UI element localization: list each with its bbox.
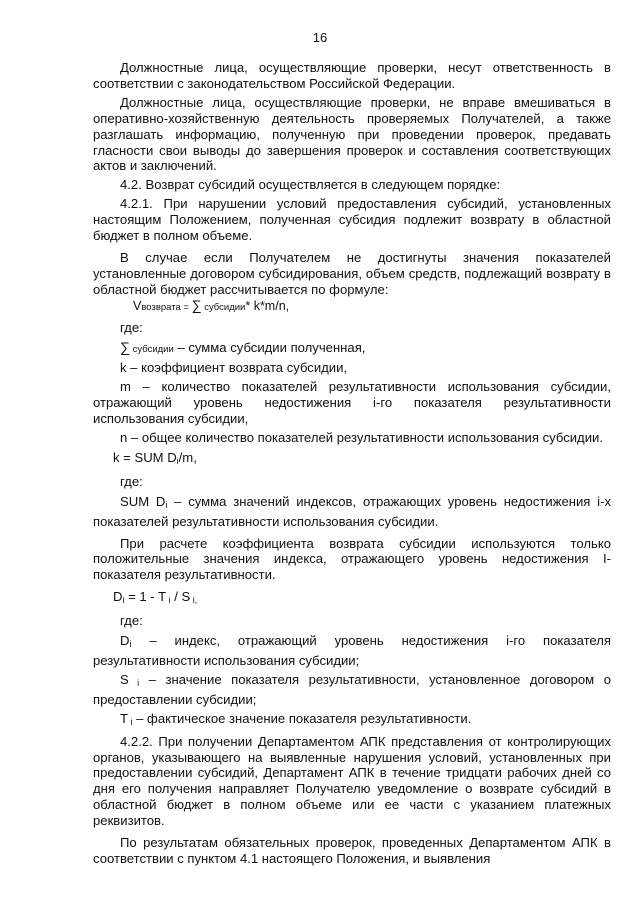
definition-m: m – количество показателей результативности использования субсидии, отражающий уровень недостижения i-го показателя результативности использования субсидии,: [93, 379, 611, 427]
formula-tail: * k*m/n,: [245, 298, 290, 313]
label-where-1: где:: [120, 319, 143, 335]
formula-v-subscript: возврата: [141, 301, 181, 313]
d-symbol: D: [120, 633, 130, 649]
paragraph-4-2-1: 4.2.1. При нарушении условий предоставления субсидий, установленных настоящим Положением, полученная субсидия подлежит возврату в областной бюджет в полном объеме.: [93, 196, 611, 244]
formula-d-middle-2: / S: [170, 589, 191, 605]
formula-t-subscript: i: [166, 595, 171, 606]
label-where-3: где:: [120, 613, 143, 629]
definition-d-text: – индекс, отражающий уровень недостижения i-го показателя результативности использования субсидии;: [93, 633, 611, 668]
definition-s-text: – значение показателя результативности, установленное договором о предоставлении субсидии;: [93, 671, 611, 707]
sigma-subscript: субсидии: [129, 343, 174, 355]
formula-d-subscript: i: [122, 595, 125, 606]
definition-sum-text: – сумма субсидии полученная,: [173, 339, 366, 355]
formula-k-subscript: i: [176, 455, 179, 466]
document-body: [93, 60, 611, 867]
formula-sum-subscript: субсидии: [201, 301, 246, 313]
formula-k-right: /m,: [178, 449, 197, 465]
formula-s-subscript: i,: [190, 595, 198, 606]
formula-d: [93, 589, 611, 609]
paragraph-formula-intro: В случае если Получателем не достигнуты значения показателей установленные договором субсидирования, объем средств, подлежащий возврату в областной бюджет рассчитывается по формуле:: [93, 249, 611, 297]
formula-sigma-symbol: ∑: [191, 296, 202, 313]
paragraph-no-interference: Должностные лица, осуществляющие проверки, не вправе вмешиваться в оперативно-хозяйственную деятельность проверяемых Получателей, а также разглашать информацию, полученную при проведении проверок, предавать гласности свои выводы до завершения проверок и составления соответствующих актов и заключений.: [93, 94, 611, 174]
sum-d-subscript: i: [165, 499, 168, 510]
formula-v-return: [93, 298, 611, 316]
formula-k: [93, 450, 611, 470]
definition-sum-d: [93, 494, 611, 530]
formula-v-symbol: V: [133, 298, 142, 313]
sigma-symbol: ∑: [120, 338, 130, 355]
formula-d-middle: = 1 - T: [124, 589, 167, 605]
paragraph-responsibility: Должностные лица, осуществляющие проверки, несут ответственность в соответствии с законодательством Российской Федерации.: [93, 60, 611, 91]
paragraph-inspection-results: По результатам обязательных проверок, проведенных Департаментом АПК в соответствии с пунктом 4.1 настоящего Положения, и выявления: [93, 835, 611, 866]
definition-sum-d-text: – сумма значений индексов, отражающих уровень недостижения i-х показателей результативности использования субсидии.: [93, 493, 611, 529]
formula-d-symbol: D: [113, 589, 123, 605]
page-number: 16: [312, 30, 328, 45]
definition-t: [93, 711, 611, 731]
sum-d-symbol: SUM D: [120, 493, 166, 509]
paragraph-4-2: 4.2. Возврат субсидий осуществляется в следующем порядке:: [120, 177, 501, 193]
definition-n: n – общее количество показателей результативности использования субсидии.: [120, 430, 603, 446]
definition-s: [93, 672, 611, 708]
paragraph-positive-index: При расчете коэффициента возврата субсидии используются только положительные значения индекса, отражающего уровень недостижения I-показателя результативности.: [93, 535, 611, 583]
s-symbol: S: [120, 671, 129, 687]
definition-sum-subsidy: [93, 340, 611, 358]
paragraph-4-2-2: 4.2.2. При получении Департаментом АПК представления от контролирующих органов, указывающего на выявленные нарушения условий, установленных при предоставлении субсидий, Департамент АПК в течение тридцати рабочих дней со дня его получения направляет Получателю уведомление о возврате субсидий в областной бюджет в полном объеме или ее части с указанием платежных реквизитов.: [93, 733, 611, 829]
formula-k-left: k = SUM D: [113, 449, 177, 465]
t-subscript: i: [128, 716, 133, 727]
label-where-2: где:: [120, 473, 143, 489]
s-subscript: i: [128, 677, 140, 688]
formula-equals: =: [180, 301, 192, 313]
definition-t-text: – фактическое значение показателя результативности.: [132, 710, 472, 726]
d-subscript: i: [129, 639, 132, 650]
definition-d: [93, 633, 611, 669]
definition-k: k – коэффициент возврата субсидии,: [120, 360, 348, 376]
t-symbol: T: [120, 710, 128, 726]
